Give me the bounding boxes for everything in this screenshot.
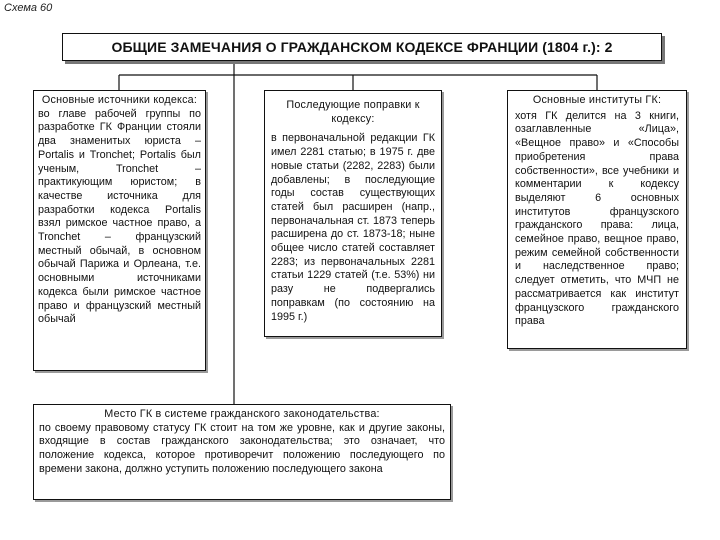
institutes-box [507, 90, 687, 349]
scheme-label: Схема 60 [4, 2, 53, 14]
place-box [33, 404, 451, 500]
sources-text: во главе рабочей группы по разработке ГК Франции стояли два знаменитых юриста – Portalis и Tronchet; Portalis был ученым, Tronchet – практикующим юристом; в качестве источника для разработки кодекса Portalis взял римское частное право, а Tronchet – французский местный обычай, в основном обычай Парижа и Орлеана, т.е. основными источниками кодекса были римское частное право и французский местный обычай [38, 107, 201, 326]
diagram-title: ОБЩИЕ ЗАМЕЧАНИЯ О ГРАЖДАНСКОМ КОДЕКСЕ ФРАНЦИИ (1804 г.): 2 [62, 33, 662, 61]
amendments-heading: Последующие поправки к кодексу: [286, 99, 420, 125]
place-text: по своему правовому статусу ГК стоит на том же уровне, как и другие законы, входящие в состав гражданского законодательства; это означает, что положение кодекса, которое противоречит положению последующего по времени закона, должно уступить положению последующего закона [39, 421, 445, 475]
institutes-heading: Основные институты ГК: [532, 94, 662, 106]
sources-heading: Основные источники кодекса: [41, 94, 198, 106]
amendments-box [264, 90, 442, 337]
amendments-text: в первоначальной редакции ГК имел 2281 статью; в 1975 г. две новые статьи (2282, 2283) были добавлены; в последующие годы состав существующих статей был расширен (напр., первоначальная ст. 1873 теперь расширена до ст. 1873-18; ныне общее число статей составляет 2283; из первоначальных 2281 статьи 1229 статей (т.е. 53%) ни разу не подвергались поправкам (по состоянию на 1995 г.) [271, 132, 435, 323]
institutes-text: хотя ГК делится на 3 книги, озаглавленные «Лица», «Вещное право» и «Способы приобретения права собственности», все учебники и комментарии к кодексу выделяют 6 основных институтов французского гражданского права: лица, семейное право, вещное право, режим семейной собственности и наследственное право; следует отметить, что МЧП не рассматривается как институт французского гражданского права [515, 109, 679, 328]
sources-box [33, 90, 206, 371]
place-heading: Место ГК в системе гражданского законодательства: [104, 408, 380, 420]
